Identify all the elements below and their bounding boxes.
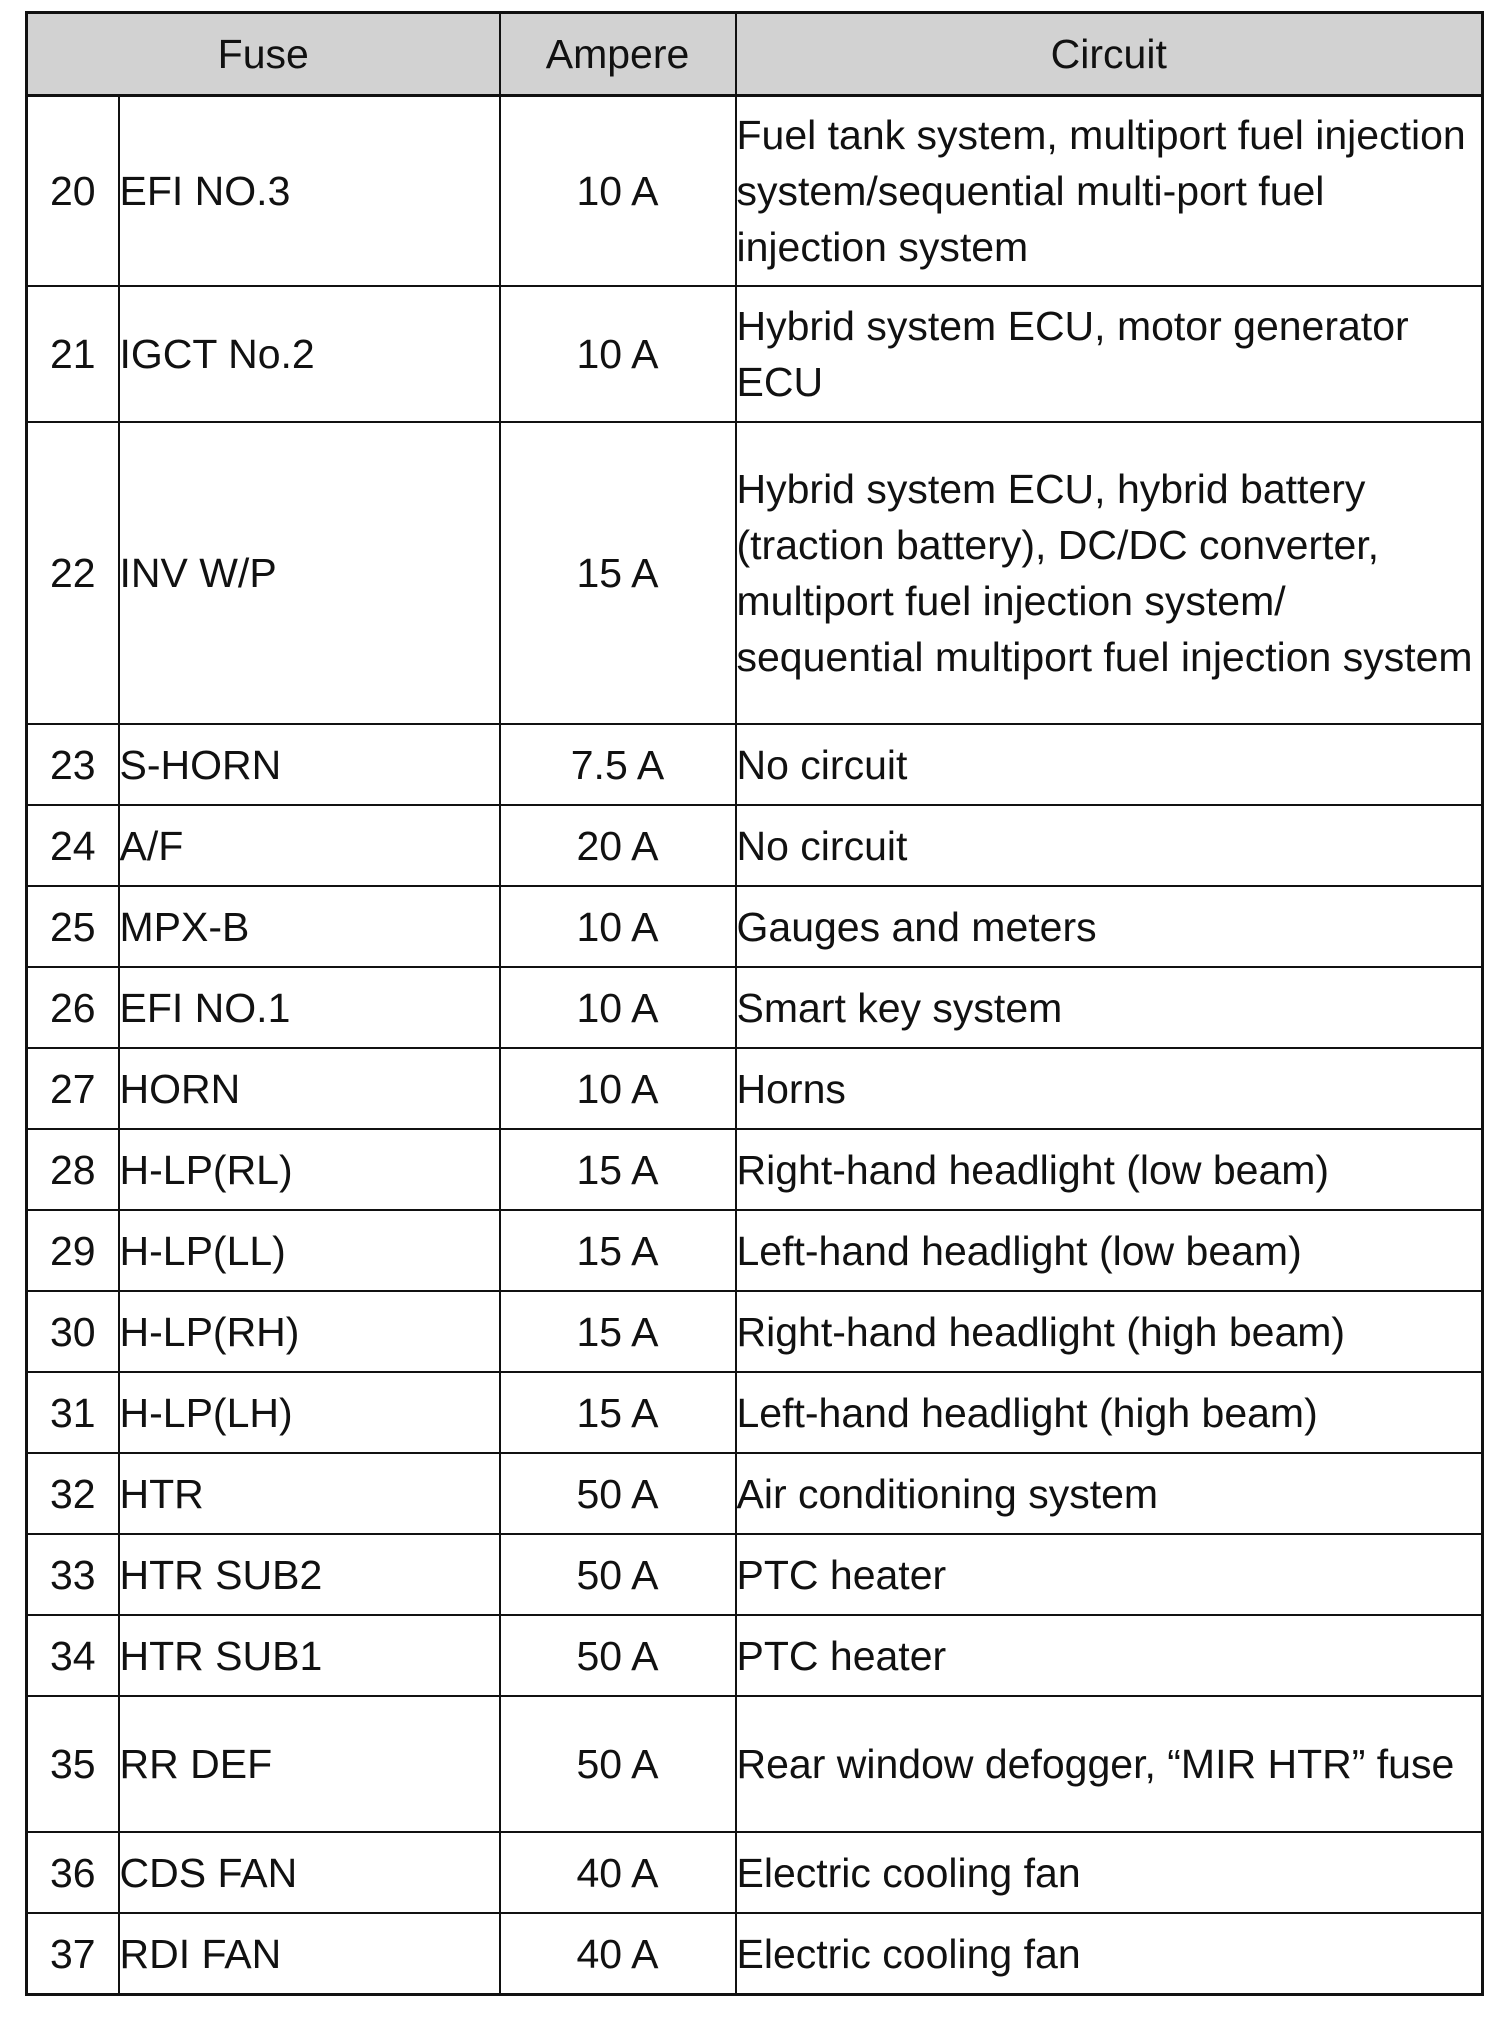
circuit-cell: Horns bbox=[736, 1048, 1483, 1129]
circuit-cell: Electric cooling fan bbox=[736, 1913, 1483, 1995]
ampere-cell: 15 A bbox=[500, 422, 736, 724]
fuse-number-cell: 27 bbox=[27, 1048, 119, 1129]
fuse-number-cell: 30 bbox=[27, 1291, 119, 1372]
circuit-cell: Hybrid system ECU, hybrid battery (traction battery), DC/DC converter, multiport fuel injection system/ sequential multiport fuel injection system bbox=[736, 422, 1483, 724]
table-row bbox=[27, 805, 1483, 886]
fuse-name-cell: RDI FAN bbox=[119, 1913, 500, 1995]
ampere-cell: 7.5 A bbox=[500, 724, 736, 805]
table-row bbox=[27, 724, 1483, 805]
fuse-name-cell: EFI NO.3 bbox=[119, 96, 500, 287]
table-row bbox=[27, 422, 1483, 724]
circuit-cell: Fuel tank system, multiport fuel injection system/sequential multi-port fuel injection system bbox=[736, 96, 1483, 287]
table-row bbox=[27, 1534, 1483, 1615]
header-row bbox=[27, 13, 1483, 96]
ampere-cell: 20 A bbox=[500, 805, 736, 886]
circuit-cell: Hybrid system ECU, motor generator ECU bbox=[736, 286, 1483, 422]
circuit-cell: Left-hand headlight (high beam) bbox=[736, 1372, 1483, 1453]
circuit-cell: PTC heater bbox=[736, 1615, 1483, 1696]
circuit-cell: Right-hand headlight (high beam) bbox=[736, 1291, 1483, 1372]
ampere-cell: 50 A bbox=[500, 1696, 736, 1832]
fuse-name-cell: HTR SUB1 bbox=[119, 1615, 500, 1696]
fuse-table bbox=[25, 11, 1484, 1996]
ampere-cell: 10 A bbox=[500, 886, 736, 967]
fuse-number-cell: 20 bbox=[27, 96, 119, 287]
fuse-number-cell: 35 bbox=[27, 1696, 119, 1832]
fuse-name-cell: MPX-B bbox=[119, 886, 500, 967]
table-row bbox=[27, 1832, 1483, 1913]
table-row bbox=[27, 886, 1483, 967]
fuse-name-cell: EFI NO.1 bbox=[119, 967, 500, 1048]
fuse-number-cell: 31 bbox=[27, 1372, 119, 1453]
fuse-number-cell: 21 bbox=[27, 286, 119, 422]
ampere-cell: 15 A bbox=[500, 1210, 736, 1291]
fuse-number-cell: 22 bbox=[27, 422, 119, 724]
circuit-cell: Smart key system bbox=[736, 967, 1483, 1048]
table-row bbox=[27, 286, 1483, 422]
table-row bbox=[27, 96, 1483, 287]
fuse-name-cell: HTR SUB2 bbox=[119, 1534, 500, 1615]
ampere-cell: 10 A bbox=[500, 1048, 736, 1129]
table-row bbox=[27, 1291, 1483, 1372]
fuse-name-cell: H-LP(LL) bbox=[119, 1210, 500, 1291]
ampere-cell: 15 A bbox=[500, 1291, 736, 1372]
circuit-cell: Right-hand headlight (low beam) bbox=[736, 1129, 1483, 1210]
fuse-name-cell: H-LP(LH) bbox=[119, 1372, 500, 1453]
circuit-cell: Rear window defogger, “MIR HTR” fuse bbox=[736, 1696, 1483, 1832]
header-fuse: Fuse bbox=[27, 13, 500, 96]
ampere-cell: 10 A bbox=[500, 96, 736, 287]
fuse-number-cell: 28 bbox=[27, 1129, 119, 1210]
fuse-number-cell: 25 bbox=[27, 886, 119, 967]
fuse-name-cell: INV W/P bbox=[119, 422, 500, 724]
fuse-name-cell: H-LP(RH) bbox=[119, 1291, 500, 1372]
table-row bbox=[27, 1696, 1483, 1832]
table-row bbox=[27, 967, 1483, 1048]
table-row bbox=[27, 1913, 1483, 1995]
circuit-cell: Left-hand headlight (low beam) bbox=[736, 1210, 1483, 1291]
fuse-name-cell: IGCT No.2 bbox=[119, 286, 500, 422]
fuse-number-cell: 34 bbox=[27, 1615, 119, 1696]
ampere-cell: 40 A bbox=[500, 1832, 736, 1913]
fuse-number-cell: 33 bbox=[27, 1534, 119, 1615]
fuse-number-cell: 36 bbox=[27, 1832, 119, 1913]
ampere-cell: 10 A bbox=[500, 286, 736, 422]
circuit-cell: Air conditioning system bbox=[736, 1453, 1483, 1534]
fuse-number-cell: 32 bbox=[27, 1453, 119, 1534]
table-row bbox=[27, 1210, 1483, 1291]
fuse-number-cell: 23 bbox=[27, 724, 119, 805]
circuit-cell: PTC heater bbox=[736, 1534, 1483, 1615]
fuse-number-cell: 26 bbox=[27, 967, 119, 1048]
header-circuit: Circuit bbox=[736, 13, 1483, 96]
fuse-name-cell: HORN bbox=[119, 1048, 500, 1129]
table-header bbox=[27, 13, 1483, 96]
header-ampere: Ampere bbox=[500, 13, 736, 96]
ampere-cell: 40 A bbox=[500, 1913, 736, 1995]
ampere-cell: 50 A bbox=[500, 1453, 736, 1534]
ampere-cell: 50 A bbox=[500, 1615, 736, 1696]
fuse-name-cell: H-LP(RL) bbox=[119, 1129, 500, 1210]
table-row bbox=[27, 1048, 1483, 1129]
table-row bbox=[27, 1372, 1483, 1453]
circuit-cell: No circuit bbox=[736, 805, 1483, 886]
fuse-name-cell: HTR bbox=[119, 1453, 500, 1534]
circuit-cell: No circuit bbox=[736, 724, 1483, 805]
fuse-name-cell: RR DEF bbox=[119, 1696, 500, 1832]
fuse-name-cell: A/F bbox=[119, 805, 500, 886]
fuse-number-cell: 37 bbox=[27, 1913, 119, 1995]
fuse-number-cell: 24 bbox=[27, 805, 119, 886]
ampere-cell: 15 A bbox=[500, 1372, 736, 1453]
table-row bbox=[27, 1615, 1483, 1696]
circuit-cell: Gauges and meters bbox=[736, 886, 1483, 967]
fuse-name-cell: CDS FAN bbox=[119, 1832, 500, 1913]
ampere-cell: 15 A bbox=[500, 1129, 736, 1210]
fuse-number-cell: 29 bbox=[27, 1210, 119, 1291]
table-body bbox=[27, 96, 1483, 1995]
table-row bbox=[27, 1453, 1483, 1534]
circuit-cell: Electric cooling fan bbox=[736, 1832, 1483, 1913]
fuse-name-cell: S-HORN bbox=[119, 724, 500, 805]
table-row bbox=[27, 1129, 1483, 1210]
ampere-cell: 10 A bbox=[500, 967, 736, 1048]
ampere-cell: 50 A bbox=[500, 1534, 736, 1615]
